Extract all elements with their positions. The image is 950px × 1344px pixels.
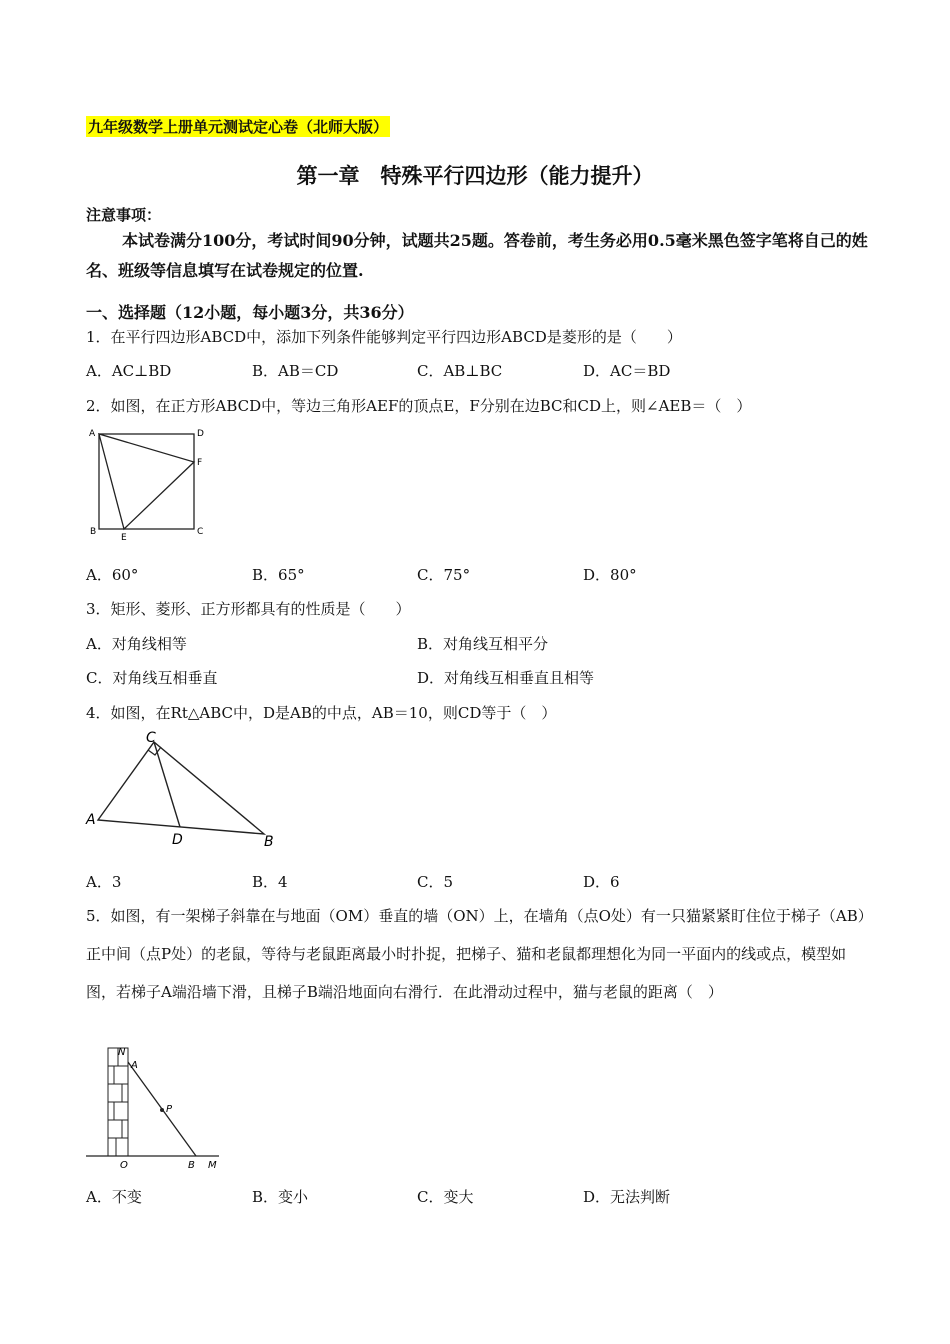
notice-body: 本试卷满分100分，考试时间90分钟，试题共25题。答卷前，考生务必用0.5毫米黑色签字笔将自己的姓名、班级等信息填写在试卷规定的位置. xyxy=(86,231,868,280)
label-a: A xyxy=(86,812,96,828)
question-1-stem: 1．在平行四边形ABCD中，添加下列条件能够判定平行四边形ABCD是菱形的是（ ） xyxy=(86,328,682,346)
question-2-option-c: C．75° xyxy=(417,566,471,584)
page-title: 第一章 特殊平行四边形（能力提升） xyxy=(296,163,654,188)
question-3-option-d: D．对角线互相垂直且相等 xyxy=(417,669,595,687)
label-p: P xyxy=(166,1104,173,1115)
question-1-option-b: B．AB＝CD xyxy=(252,362,339,380)
question-4-option-a: A．3 xyxy=(86,873,122,891)
label-b: B xyxy=(90,527,97,537)
question-1-option-d: D．AC＝BD xyxy=(583,362,671,380)
brick-wall xyxy=(108,1048,128,1156)
label-d: D xyxy=(197,429,204,439)
label-f: F xyxy=(197,458,203,468)
exam-series-banner: 九年级数学上册单元测试定心卷（北师大版） xyxy=(88,118,389,136)
question-2-figure xyxy=(86,424,226,546)
question-5-stem: 5．如图，有一架梯子斜靠在与地面（OM）垂直的墙（ON）上，在墙角（点O处）有一只猫紧紧盯住位于梯子（AB）正中间（点P处）的老鼠，等待与老鼠距离最小时扑捉，把梯子、猫和老鼠都理想化为同一平面内的线或点，模型如图，若梯子A端沿墙下滑，且梯子B端沿地面向右滑行．在此滑动过程中，猫与老鼠的距离（ ） xyxy=(86,907,866,1001)
question-1-option-a: A．AC⊥BD xyxy=(86,362,172,380)
label-c: C xyxy=(197,527,204,537)
label-d: D xyxy=(172,832,183,848)
question-2-option-d: D．80° xyxy=(583,566,637,584)
label-m: M xyxy=(208,1160,217,1171)
question-4-figure xyxy=(84,728,284,852)
label-b: B xyxy=(264,834,274,850)
question-2-option-b: B．65° xyxy=(252,566,305,584)
question-5-figure xyxy=(84,1044,234,1174)
question-3-option-c: C．对角线互相垂直 xyxy=(86,669,218,687)
question-2-stem: 2．如图，在正方形ABCD中，等边三角形AEF的顶点E，F分别在边BC和CD上，则∠AEB＝（ ） xyxy=(86,397,752,415)
question-1-option-c: C．AB⊥BC xyxy=(417,362,503,380)
question-4-option-c: C．5 xyxy=(417,873,454,891)
median-cd xyxy=(154,742,180,827)
label-b: B xyxy=(188,1160,195,1171)
mouse-point-p xyxy=(160,1108,164,1112)
question-4-option-d: D．6 xyxy=(583,873,620,891)
triangle-aef xyxy=(99,434,194,529)
question-5-option-c: C．变大 xyxy=(417,1188,474,1206)
question-5-option-b: B．变小 xyxy=(252,1188,309,1206)
question-4-stem: 4．如图，在Rt△ABC中，D是AB的中点，AB＝10，则CD等于（ ） xyxy=(86,704,557,722)
label-a: A xyxy=(131,1060,138,1071)
notice-heading: 注意事项： xyxy=(86,206,162,224)
label-n: N xyxy=(118,1047,126,1058)
question-5-option-d: D．无法判断 xyxy=(583,1188,671,1206)
question-3-option-a: A．对角线相等 xyxy=(86,635,187,653)
question-5-option-a: A．不变 xyxy=(86,1188,142,1206)
label-e: E xyxy=(121,533,127,543)
question-4-option-b: B．4 xyxy=(252,873,288,891)
question-2-option-a: A．60° xyxy=(86,566,139,584)
question-3-option-b: B．对角线互相平分 xyxy=(417,635,549,653)
section-title: 一、选择题（12小题，每小题3分，共36分） xyxy=(86,303,414,322)
label-o: O xyxy=(120,1160,128,1171)
triangle-abc xyxy=(98,742,264,834)
label-c: C xyxy=(146,730,156,746)
label-a: A xyxy=(89,429,96,439)
question-3-stem: 3．矩形、菱形、正方形都具有的性质是（ ） xyxy=(86,600,411,618)
